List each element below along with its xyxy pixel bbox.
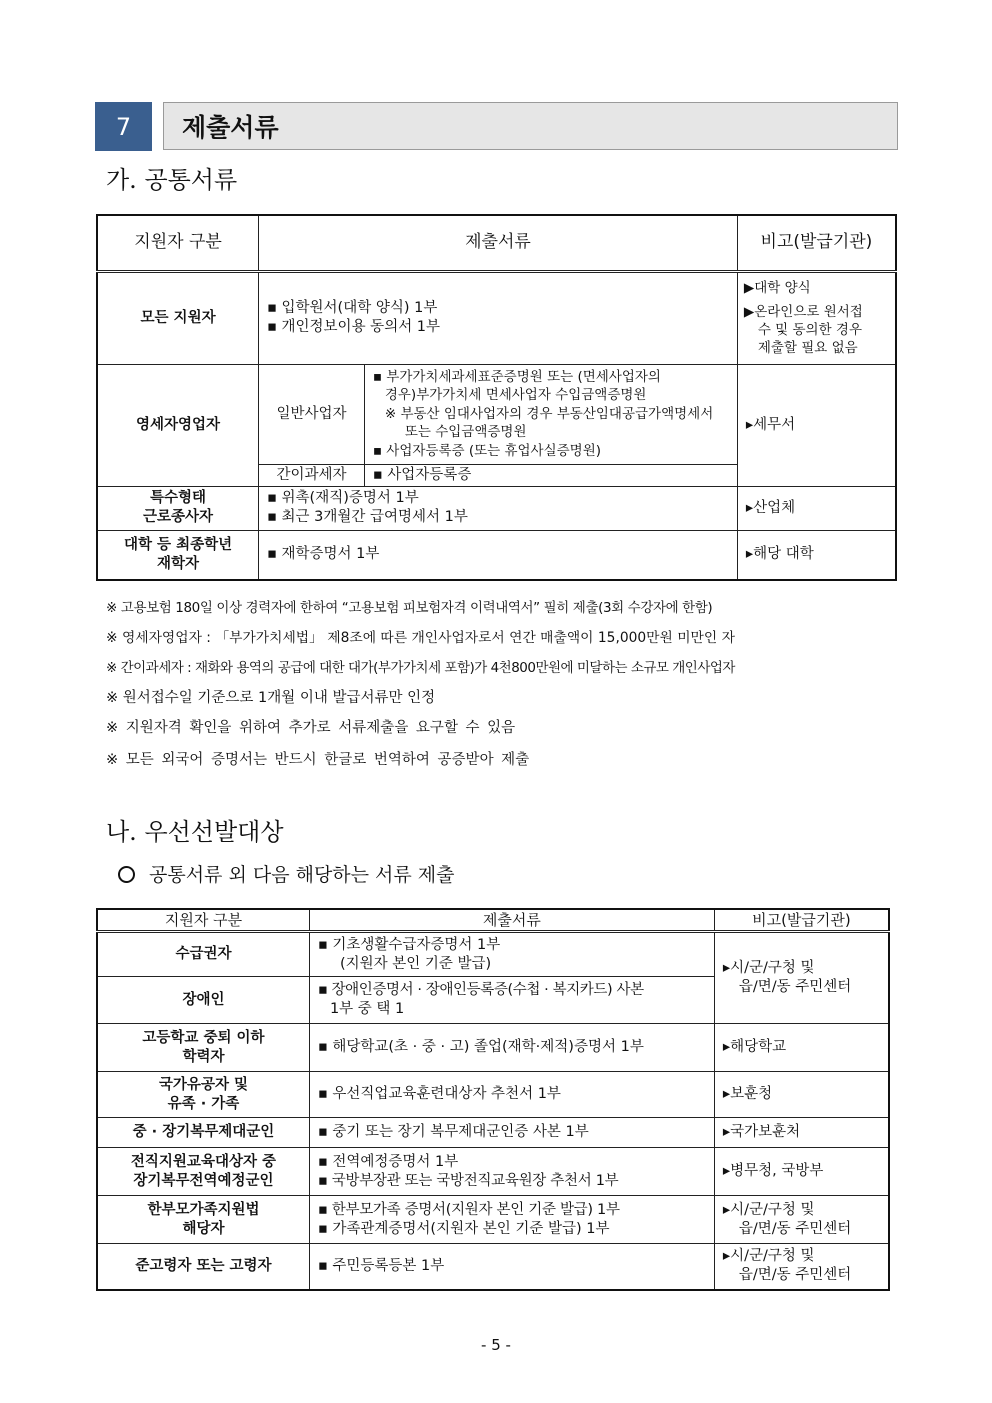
row-all-category: 모든 지원자: [97, 271, 259, 364]
priority-row-note: ▸시/군/구청 및 읍/면/동 주민센터: [714, 1244, 889, 1290]
circle-bullet-icon: [118, 866, 135, 883]
priority-row-docs: ▪ 우선직업교육훈련대상자 추천서 1부: [309, 1072, 714, 1118]
note-foreign-docs: ※ 모든 외국어 증명서는 반드시 한글로 번역하여 공증받아 제출: [106, 752, 530, 768]
row-special-note: ▸산업체: [737, 486, 896, 530]
priority-row-category: 고등학교 중퇴 이하 학력자: [97, 1024, 309, 1072]
priority-row-note: ▸해당학교: [714, 1024, 889, 1072]
row-small-category: 영세자영업자: [97, 364, 259, 486]
priority-row-category: 장애인: [97, 977, 309, 1024]
priority-header-remarks: 비고(발급기관): [714, 909, 889, 932]
priority-header-documents: 제출서류: [309, 909, 714, 932]
row-all-note: ▶대학 양식 ▶온라인으로 원서접 수 및 동의한 경우 제출할 필요 없음: [737, 271, 896, 364]
priority-row-note: ▸보훈청: [714, 1072, 889, 1118]
priority-row-category: 전직지원교육대상자 중 장기복무전역예정군인: [97, 1148, 309, 1196]
header-documents: 제출서류: [259, 215, 738, 271]
row-univ-docs: ▪ 재학증명서 1부: [259, 530, 738, 580]
note-issue-period: ※ 원서접수일 기준으로 1개월 이내 발급서류만 인정: [106, 690, 436, 706]
note-employment-insurance: ※ 고용보험 180일 이상 경력자에 한하여 “고용보험 피보험자격 이력내역서” 필히 제출(3회 수강자에 한함): [106, 600, 713, 616]
row-special-category: 특수형태 근로종사자: [97, 486, 259, 530]
priority-row-docs: ▪ 기초생활수급자증명서 1부 (지원자 본인 기준 발급): [309, 932, 714, 977]
priority-row-docs: ▪ 장애인증명서 · 장애인등록증(수첩 · 복지카드) 사본 1부 중 택 1: [309, 977, 714, 1024]
row-univ-note: ▸해당 대학: [737, 530, 896, 580]
header-applicant: 지원자 구분: [97, 215, 259, 271]
priority-row-docs: ▪ 주민등록등본 1부: [309, 1244, 714, 1290]
row-small-note: ▸세무서: [737, 364, 896, 486]
priority-row-category: 한부모가족지원법 해당자: [97, 1196, 309, 1244]
common-docs-title: 가. 공통서류: [106, 166, 238, 194]
priority-row-docs: ▪ 전역예정증명서 1부 ▪ 국방부장관 또는 국방전직교육원장 추천서 1부: [309, 1148, 714, 1196]
priority-header-applicant: 지원자 구분: [97, 909, 309, 932]
common-docs-table: [96, 214, 897, 581]
priority-row-docs: ▪ 한부모가족 증명서(지원자 본인 기준 발급) 1부 ▪ 가족관계증명서(지원자 본인 기준 발급) 1부: [309, 1196, 714, 1244]
row-special-docs: ▪ 위촉(재직)증명서 1부 ▪ 최근 3개월간 급여명세서 1부: [259, 486, 738, 530]
row-small-simple-label: 간이과세자: [259, 464, 365, 486]
priority-title: 나. 우선선발대상: [106, 818, 284, 846]
priority-intro: 공통서류 외 다음 해당하는 서류 제출: [118, 860, 455, 887]
priority-row-note: ▸시/군/구청 및 읍/면/동 주민센터: [714, 1196, 889, 1244]
row-small-general-label: 일반사업자: [259, 364, 365, 464]
priority-row-note: ▸시/군/구청 및 읍/면/동 주민센터: [714, 932, 889, 1024]
header-remarks: 비고(발급기관): [737, 215, 896, 271]
priority-docs-table: [96, 908, 890, 1291]
priority-row-category: 중 · 장기복무제대군인: [97, 1118, 309, 1148]
section-title: 제출서류: [163, 102, 898, 150]
row-all-docs: ▪ 입학원서(대학 양식) 1부 ▪ 개인정보이용 동의서 1부: [259, 271, 738, 364]
note-small-business: ※ 영세자영업자 : 「부가가치세법」 제8조에 따른 개인사업자로서 연간 매출액이 15,000만원 미만인 자: [106, 630, 735, 646]
page-number: - 5 -: [481, 1336, 511, 1354]
priority-row-docs: ▪ 중기 또는 장기 복무제대군인증 사본 1부: [309, 1118, 714, 1148]
row-univ-category: 대학 등 최종학년 재학자: [97, 530, 259, 580]
priority-row-category: 수급권자: [97, 932, 309, 977]
priority-row-category: 국가유공자 및 유족 · 가족: [97, 1072, 309, 1118]
priority-row-note: ▸병무청, 국방부: [714, 1148, 889, 1196]
priority-row-docs: ▪ 해당학교(초 · 중 · 고) 졸업(재학·제적)증명서 1부: [309, 1024, 714, 1072]
row-small-general-docs: ▪ 부가가치세과세표준증명원 또는 (면세사업자의 경우)부가가치세 면세사업자 수입금액증명원 ※ 부동산 임대사업자의 경우 부동산임대공급가액명세서 또는 수입금액증명원 ▪ 사업자등록증 (또는 휴업사실증명원): [364, 364, 737, 464]
note-simple-taxpayer: ※ 간이과세자 : 재화와 용역의 공급에 대한 대가(부가가치세 포함)가 4천800만원에 미달하는 소규모 개인사업자: [106, 660, 735, 676]
priority-row-note: ▸국가보훈처: [714, 1118, 889, 1148]
priority-row-category: 준고령자 또는 고령자: [97, 1244, 309, 1290]
note-additional-docs: ※ 지원자격 확인을 위하여 추가로 서류제출을 요구할 수 있음: [106, 720, 516, 736]
section-number: 7: [95, 102, 152, 151]
row-small-simple-docs: ▪ 사업자등록증: [364, 464, 737, 486]
